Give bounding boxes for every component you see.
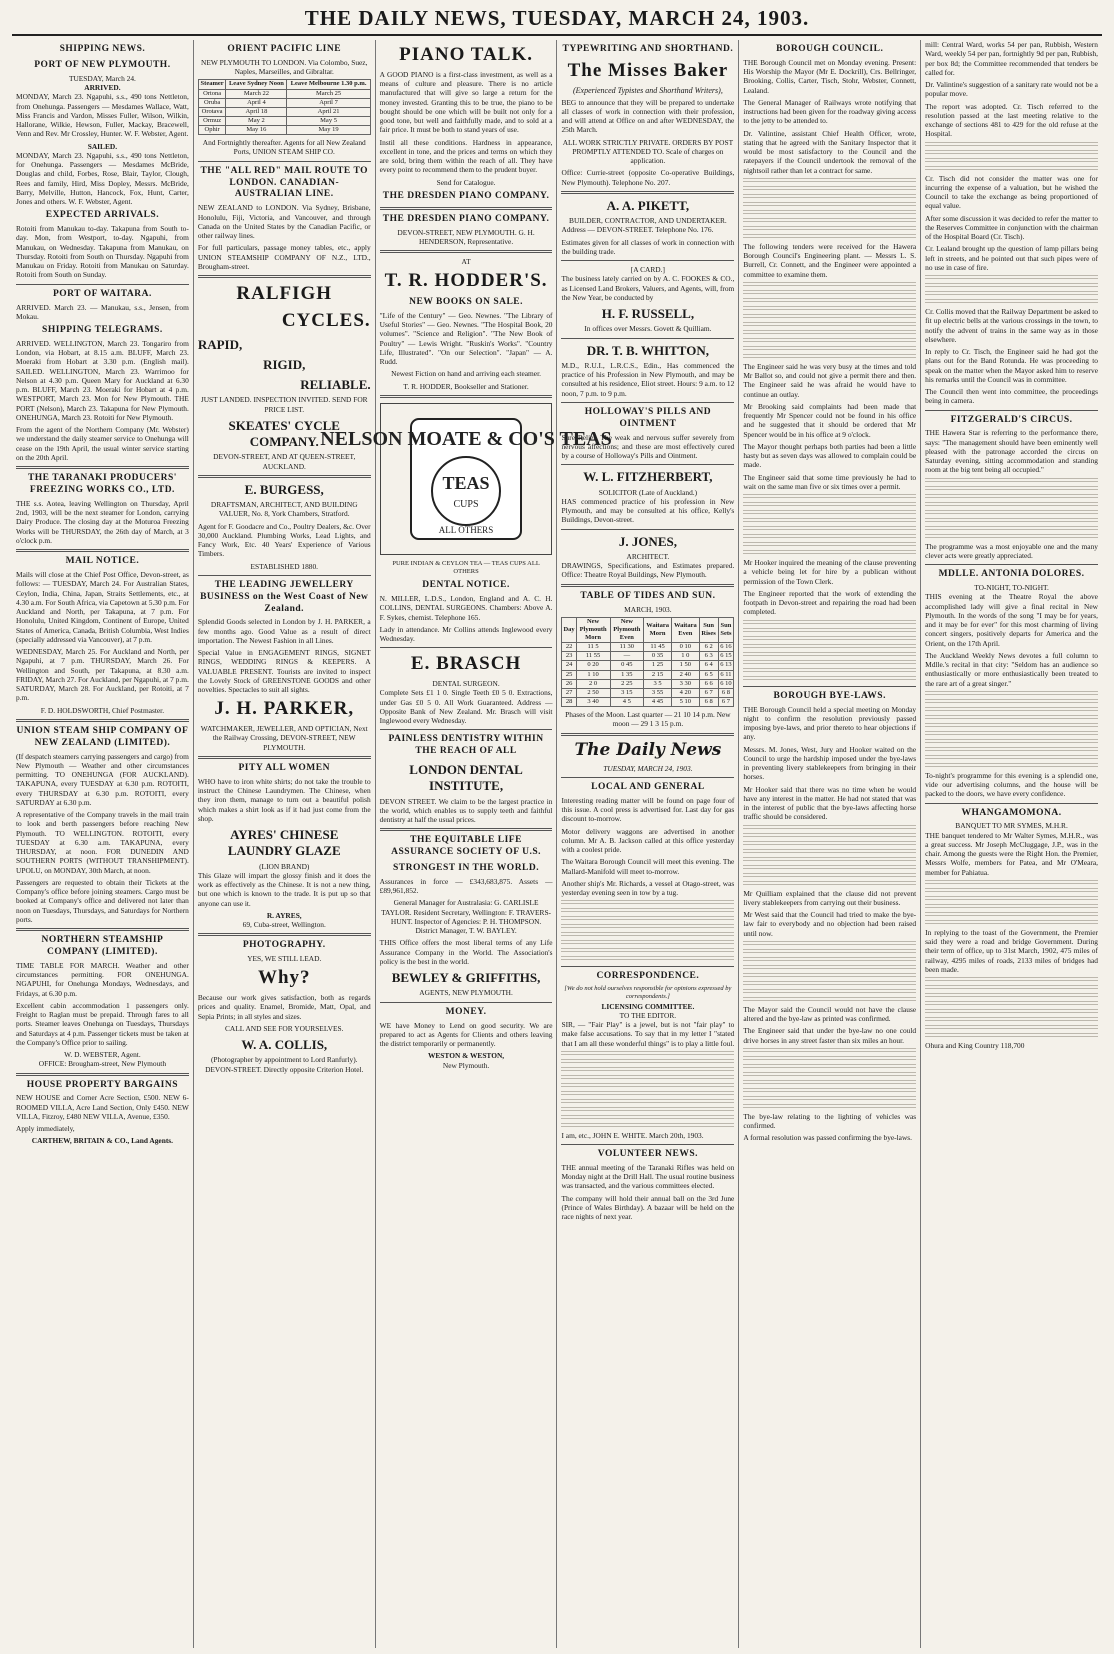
piano-text-2: Instil all these conditions. Hardness in appearance, excellent in tone, and the prices and terms on which they are sold, bring them within the reach of all. They have every point to recommend them to the prudent buyer. xyxy=(379,137,553,175)
tides-table: Day New Plymouth Morn New Plymouth Even Waitara Morn Waitara Even Sun Rises Sun Sets 22 11 5 11 30 11 45 0 10 6 2 6 16 23 11 55 — 0 35 1 0 6 3 6 15 24 0 20 0 45 1 25 1 50 6 4 6 13 25 1 10 1 35 2 15 2 40 6 5 6 11 26 2 0 2 25 3 5 3 30 6 6 6 10 27 2 50 3 15 3 55 4 20 6 7 6 8 28 3 40 4 5 4 45 5 10 6 8 6 7 xyxy=(561,617,734,707)
property-firm: CARTHEW, BRITAIN & CO., Land Agents. xyxy=(31,1136,174,1146)
union-ss-text: (If despatch steamers carrying passengers and cargo) from New Plymouth — Weather and other circumstances permitting. TO ONEHUNGA (FOR AUCKLAND). TAKAPUNA, every TUESDAY at 6.30 p.m. ROTOITI, every THURSDAY at 6.30 p.m. ROTOITI, every SATURDAY at 6.30 p.m. xyxy=(16,751,189,807)
all-red-heading: THE "ALL RED" MAIL ROUTE TO LONDON. CANADIAN-AUSTRALIAN LINE. xyxy=(200,165,369,200)
nelson-tea-advert xyxy=(320,403,612,555)
letter-sign: I am, etc., JOHN E. WHITE. March 20th, 1903. xyxy=(561,1130,704,1140)
correspondence-heading: CORRESPONDENCE. xyxy=(596,971,700,982)
mail-notice-text: Mails will close at the Chief Post Office, Devon-street, as follows: — TUESDAY, March 24. For Australian States, Ceylon, India, China, Japan, Straits Settlements, etc., at 4.30 a.m. For South Africa, via Capetown at 5.30 p.m. For Auckland and North, per Takapuna, at 7 p.m. For Honolulu, United Kingdom, Continent of Europe, United States of America, Canada, British Columbia, West Indies (specially addressed via Vancouver), at 7 p.m. xyxy=(16,570,189,644)
circus-text-1: THE Hawera Star is referring to the performance there, says: "The management should have been eminently well pleased with the patronage accorded the circus on Saturday evening, sitting accommodation and standing room at the big tent being all occupied." xyxy=(925,428,1098,475)
russell-office: In offices over Messrs. Govett & Quilliam. xyxy=(584,324,712,334)
local-text-2: Motor delivery waggons are advertised in another column. Mr A. B. Jackson called at this office yesterday with a coolest pride. xyxy=(561,826,735,855)
volunteer-heading: VOLUNTEER NEWS. xyxy=(597,1149,698,1159)
council-text-9: Mr Hooker inquired the meaning of the clause preventing a vehicle being let for hire by a publican without permission of the Town Clerk. xyxy=(743,558,917,586)
equitable-staff: General Manager for Australasia: G. CARLISLE TAYLOR. Resident Secretary, Wellington: F. TRAVERS-HUNT. Inspector of Agencies: P. H. THOMPSON. District Manager, T. W. BAYLEY. xyxy=(381,898,552,936)
dental-heading: DENTAL NOTICE. xyxy=(422,580,510,591)
baker-sub: (Experienced Typistes and Shorthand Writers), xyxy=(572,85,723,95)
books-list: "Life of the Century" — Geo. Newnes. "The Library of Useful Stories" — Geo. Newnes. "The Hospital Book, 20 volumes". "Science and Religion". "The New Book of Poultry" — Lewis Wright. "Ruskin's Works". "Country Life, Illustrated". "On our Selection". "Japan" — A. Rudd. xyxy=(379,310,553,367)
northern-notice: From the agent of the Northern Company (Mr. Webster) we understand the daily steamer service to Onehunga will cease on the 19th April, the usual winter service starting on the 20th April. xyxy=(16,425,189,462)
column-shipping xyxy=(12,40,194,1648)
postmaster-sign: F. D. HOLDSWORTH, Chief Postmaster. xyxy=(40,705,165,715)
telegrams-text: ARRIVED. WELLINGTON, March 23. Tongariro from London, via Hobart, at 8.15 a.m. BLUFF, March 23. Moeraki from Hobart at 3.30 p.m. (English mail). SAILED. WELLINGTON, March 23. Warrimoo for Nelson at 4.30 p.m. Queen Mary for Auckland at 6.30 p.m. BLUFF, March 23. Moeraki for Hobart at 4 p.m. WESTPORT, March 23. Mon for New Plymouth. THE PORT (Nelson), March 23. Takapuna for New Plymouth. ONEHUNGA, March 23. Rotoiti for New Plymouth. xyxy=(16,338,189,422)
pikett-text: Estimates given for all classes of work in connection with the building trade. xyxy=(561,237,735,256)
photo-heading: PHOTOGRAPHY. xyxy=(242,940,326,951)
money-heading: MONEY. xyxy=(445,1006,487,1017)
dateline: TUESDAY, MARCH 24, 1903. xyxy=(603,763,693,773)
council-text-6: Mr Brooking said complaints had been made that frequently Mr Spencer could not be found in his office and he suggested that it should be ordered that Mr Spencer would be in his office at 9 o'clock. xyxy=(743,401,917,439)
brasch-name: E. BRASCH xyxy=(410,653,522,675)
equitable-heading: THE EQUITABLE LIFE ASSURANCE SOCIETY OF U.S. xyxy=(391,835,541,858)
shipping-date: TUESDAY, March 24. xyxy=(68,73,136,83)
correspondence-note: [We do not hold ourselves responsible for opinions expressed by correspondents.] xyxy=(564,985,732,1001)
equitable-text: THIS Office offers the most liberal terms of any Life Assurance Company in the World. The Association's policy is the best in the world. xyxy=(379,938,553,966)
expected-heading: EXPECTED ARRIVALS. xyxy=(45,210,160,221)
council-text-7: The Mayor thought perhaps both parties had been a little hasty but as seven days was allowed to complain could be made. xyxy=(743,441,917,470)
banquet-text-2: In replying to the toast of the Government, the Premier said they were a road and bridge Government. During their term of office, up to 31st March, 1902, 475 miles of railway, 4295 miles of roads, 2133 miles of bridges had been made. xyxy=(925,927,1098,974)
holloway-heading: HOLLOWAY'S PILLS AND OINTMENT xyxy=(584,406,712,429)
photo-text: Because our work gives satisfaction, both as regards prices and quality. Enamel, Bromide, Matt, Opal, and Sepia Prints; in all styles and sizes. xyxy=(197,993,371,1021)
dresden-address: DEVON-STREET, NEW PLYMOUTH. G. H. HENDERSON, Representative. xyxy=(397,227,535,246)
jewellery-text: Splendid Goods selected in London by J. H. PARKER, a few months ago. Good Value as a result of direct importation. The Newest Fashion in all Lines. xyxy=(197,617,371,645)
northern-ss-text-2: Excellent cabin accommodation 1 passengers only. Freight to Raglan must be prepaid. Through fares to all ports. Steamer leaves Onehunga on Tuesdays, Thursdays and Saturdays at 4 p.m. Passenger tickets must be taken at the Company's Office prior to sailing. xyxy=(16,1000,189,1047)
byelaws-heading: BOROUGH BYE-LAWS. xyxy=(773,690,886,701)
council-text-5: The Engineer said he was very busy at the times and told Mr Ballot so, and could not give a permit there and then. The Engineer said he was afraid he would have to continue an outlay. xyxy=(743,361,917,399)
banquet-text-1: THE banquet tendered to Mr Walter Symes, M.H.R., was a great success. Mr Joseph McCluggage, J.P., was in the chair. Among the guests were the Right Hon. the Premier, Messrs Wolfe, members for Patea, and Mr O'Meara, member for Pahiatua. xyxy=(925,830,1098,877)
collis-name: W. A. COLLIS, xyxy=(241,1037,328,1053)
freezing-heading: THE TARANAKI PRODUCERS' FREEZING WORKS CO., LTD. xyxy=(27,473,177,495)
bewley-name: BEWLEY & GRIFFITHS, xyxy=(391,970,541,986)
rapid: RAPID, xyxy=(197,336,243,352)
dental-text: N. MILLER, L.D.S., London, England and A. C. H. COLLINS, DENTAL SURGEONS. Chambers: Above A. F. Sykes, chemist. Telephone 165. xyxy=(379,594,553,622)
licensing-heading: LICENSING COMMITTEE. xyxy=(601,1001,695,1011)
column-adverts-1 xyxy=(194,40,376,1648)
union-ss-text-2: A representative of the Company travels in the mail train to look and berth passengers before reaching New Plymouth. TO WELLINGTON. ROTOITI, every TUESDAY at 6.30 a.m. TAKAPUNA, every THURSDAY, at noon. FOR DUNEDIN AND SOUTHERN PORTS (WITHOUT TRANSHIPMENT). UPOLU, on MONDAY, 30th March, at noon. xyxy=(16,810,189,875)
shipping-heading: SHIPPING NEWS. xyxy=(59,44,146,54)
hodder-sign: T. R. HODDER, Bookseller and Stationer. xyxy=(403,381,529,391)
sailed-label: SAILED. xyxy=(87,141,118,151)
lion-brand: (LION BRAND) xyxy=(259,861,310,871)
svg-text:CUPS: CUPS xyxy=(453,498,479,510)
council-cont-5: After some discussion it was decided to refer the matter to the Reserves Committee in conjunction with the chairman of the Hospital Board (Cr. Tisch). xyxy=(925,213,1098,241)
arrived-text: MONDAY, March 23. Ngapuhi, s.s., 490 tons Nettleton, from Onehunga. Passengers — Mesdames Wallace, Watt, Miss Francis and Vardon, Misses Fuller, Wilson, Wilkin, Hallorane, Wilkie, Hewson, Fuller, Mackay, Bracewell, Venn and Rev. Mr Crossley, Hunter. W. F. Webster, Agent. xyxy=(16,92,189,139)
fitzherbert-sub: SOLICITOR (Late of Auckland.) xyxy=(598,487,698,497)
burgess-text: Agent for F. Goodacre and Co., Poultry Dealers, &c. Over 30,000 Auckland. Plumbing Works, Lead Lights, and Fancy Work, Etc. 40 Years' Experience of Various Timbers. xyxy=(197,521,371,559)
pikett-address: Address — DEVON-STREET. Telephone No. 176. xyxy=(561,225,714,235)
pikett-name: A. A. PIKETT, xyxy=(606,197,690,213)
byelaws-text-7: The Engineer said that under the bye-law no one could drive horses in any street faster than six miles an hour. xyxy=(743,1026,917,1045)
tides-heading: TABLE OF TIDES AND SUN. xyxy=(580,590,716,601)
waitara-text: ARRIVED. March 23. — Manukau, s.s., Jensen, from Mokau. xyxy=(16,302,189,321)
union-ss-heading: UNION STEAM SHIP COMPANY OF NEW ZEALAND (LIMITED). xyxy=(16,725,189,748)
dolores-text-3: To-night's programme for this evening is a splendid one, vide our advertising columns, and the house will be packed to the doors, we have every confidence. xyxy=(925,770,1098,799)
ayres-text: This Glaze will impart the glossy finish and it does the work as effectively as the Chinese. It is not a new thing, but one which is known to the trade. It is put up so that anyone can use it. xyxy=(197,870,371,908)
parker-name: J. H. PARKER, xyxy=(214,698,355,720)
banquet-text-3: Ohura and King Country 118,700 xyxy=(925,1041,1025,1051)
fitzherbert-text: HAS commenced practice of his profession in New Plymouth, and may be consulted at his office, Kelly's Buildings, Devon-street. xyxy=(561,496,735,525)
waitara-heading: PORT OF WAITARA. xyxy=(52,288,152,299)
byelaws-text-1: THE Borough Council held a special meeting on Monday night to confirm the resolution previously passed imposing bye-laws, and prior thereto to hear objections if any. xyxy=(743,704,917,742)
circus-text-2: The programme was a most enjoyable one and the many clever acts were greatly appreciated. xyxy=(925,541,1098,560)
local-text-3: The Waitara Borough Council will meet this evening. The Mallard-Manifold will meet to-morrow. xyxy=(561,857,735,876)
skeates-title: SKEATES' CYCLE COMPANY. xyxy=(228,417,340,449)
council-cont-2: Dr. Valintine's suggestion of a sanitary rate would not be a popular move. xyxy=(925,80,1098,99)
council-cont-7: Cr. Collis moved that the Railway Department be asked to fit up electric bells at the various crossings in the town, to notify the advent of trains in the same way as in those elsewhere. xyxy=(925,307,1098,344)
dolores-text-2: The Auckland Weekly News devotes a full column to Mdlle.'s recital in that city: "Seldom has an audience so enthusiastically or more enthusiastically been treated to the rare art of a great singer." xyxy=(925,650,1098,688)
piano-catalogue: Send for Catalogue. xyxy=(436,177,496,187)
column-notices xyxy=(557,40,739,1648)
established: ESTABLISHED 1880. xyxy=(250,561,319,571)
ralfigh-title: RALFIGH xyxy=(236,283,333,304)
all-red-text: NEW ZEALAND to LONDON. Via Sydney, Brisbane, Honolulu, Fiji, Victoria, and Vancouver, and through Canada on the United States by the Canadian Pacific, or other railway lines. xyxy=(197,203,371,240)
moon-phases: Phases of the Moon. Last quarter — 21 10 14 p.m. New moon — 29 1 3 15 p.m. xyxy=(565,710,731,729)
new-books: NEW BOOKS ON SALE. xyxy=(409,297,524,307)
svg-text:TEAS: TEAS xyxy=(442,472,490,493)
byelaws-text-2: Messrs. M. Jones, West, Jury and Hooker waited on the Council to urge the hardship imposed under the bye-laws in preventing livery stablekeepers from bringing in their horses. xyxy=(743,744,917,782)
property-apply: Apply immediately, xyxy=(16,1124,75,1134)
photo-call: CALL AND SEE FOR YOURSELVES. xyxy=(225,1023,344,1033)
circus-heading: FITZGERALD'S CIRCUS. xyxy=(950,414,1073,425)
tonight: TO-NIGHT, TO-NIGHT. xyxy=(974,583,1049,592)
jones-sub: ARCHITECT. xyxy=(626,551,670,561)
property-heading: HOUSE PROPERTY BARGAINS xyxy=(26,1079,179,1090)
column-news xyxy=(921,40,1102,1648)
council-cont-1: mill: Central Ward, works 54 per pan, Rubbish, Western Ward, weekly 54 per pan, fortnightly 9d per pan, Rubbish, per box 8d; the Committee recommended that tenders be called for. xyxy=(925,40,1098,77)
to-editor: TO THE EDITOR. xyxy=(619,1010,677,1020)
skeates-info: JUST LANDED. INSPECTION INVITED. SEND FOR PRICE LIST. xyxy=(200,395,368,414)
byelaws-text-4: Mr Quilliam explained that the clause did not prevent livery stablekeepers from carrying out their business. xyxy=(743,888,917,907)
collis-address: (Photographer by appointment to Lord Ranfurly). DEVON-STREET. Directly opposite Criterion Hotel. xyxy=(205,1055,364,1074)
money-text: WE have Money to Lend on good security. We are prepared to act as Agents for Clients and others leaving the district temporarily or permanently. xyxy=(379,1020,553,1048)
baker-private: ALL WORK STRICTLY PRIVATE. ORDERS BY POST PROMPTLY ATTENDED TO. Scale of charges on application. xyxy=(562,137,734,166)
council-cont-8: In reply to Cr. Tisch, the Engineer said he had got the plans out for the Band Rotunda. He was proceeding to speak on the matter when the Mayor asked him to reserve his remarks until the Council was in committee. xyxy=(925,347,1098,384)
local-general-heading: LOCAL AND GENERAL xyxy=(591,782,705,792)
orient-heading: ORIENT PACIFIC LINE xyxy=(227,44,342,54)
masthead-title: THE DAILY NEWS, TUESDAY, MARCH 24, 1903. xyxy=(304,6,810,30)
column-council xyxy=(739,40,921,1648)
burgess-name: E. BURGESS, xyxy=(244,481,324,497)
jones-name: J. JONES, xyxy=(618,533,677,549)
ayres-title: AYRES' CHINESE LAUNDRY GLAZE xyxy=(227,827,341,859)
burgess-title: DRAFTSMAN, ARCHITECT, AND BUILDING VALUER, No. 8, York Chambers, Stratford. xyxy=(210,500,358,519)
council-text-4: The following tenders were received for the Hawera Borough Council's Engineering plant. — Messrs L. S. Burrell, Cr. Connett, and the Engineer were appointed a committee to examine them. xyxy=(743,241,917,279)
misses-baker: The Misses Baker xyxy=(567,59,729,81)
council-text-10: The Engineer reported that the work of extending the footpath in Devon-street and repairing the road had been completed. xyxy=(743,588,917,617)
cycles-title: CYCLES. xyxy=(281,309,371,331)
union-ss-text-3: Passengers are requested to obtain their Tickets at the Company's office before joining steamers. Cargo must be booked at Company's office and delivered not later than noon on Tuesdays, Thursdays, and Saturdays for Northern ports. xyxy=(16,877,189,924)
mail-notice-heading: MAIL NOTICE. xyxy=(65,556,140,567)
jewellery-text-2: Special Value in ENGAGEMENT RINGS, SIGNET RINGS, WEDDING RINGS & KEEPERS. A VALUABLE PRESENT. Tourists are invited to inspect the Lovely Stock of GREENSTONE GOODS and other novelties. Spectacles to suit all sights. xyxy=(197,648,371,695)
byelaws-text-8: The bye-law relating to the lighting of vehicles was confirmed. xyxy=(743,1111,917,1130)
brasch-sub: DENTAL SURGEON. xyxy=(432,679,500,688)
reliable: RELIABLE. xyxy=(300,377,371,392)
council-cont-6: Cr. Lealand brought up the question of lamp pillars being left in streets, and he pointed out that such pipes were of no use in case of fire. xyxy=(925,244,1098,272)
london-text: DEVON STREET. We claim to be the largest practice in the world, which enables us to supply teeth and faithful dentistry at half the usual prices. xyxy=(379,796,553,824)
pity-text: WHO have to iron white shirts; do not take the trouble to instruct the Chinese Laundrymen. The Chinese, when they iron them, manage to turn out a beautiful polish which makes a shirt look as if it had just come from the shop. xyxy=(197,776,371,823)
whitton-name: DR. T. B. WHITTON, xyxy=(586,342,709,358)
ayres-name: R. AYRES, xyxy=(266,910,302,920)
property-text: NEW HOUSE and Corner Acre Section, £500. NEW 6-ROOMED VILLA, Acre Land Section, Only £450. NEW VILLA, Fitzroy, £480 NEW VILLA, Avenue, £350. xyxy=(16,1093,189,1121)
byelaws-text-3: Mr Hooker said that there was no time when he would have any interest in the matter. He had not stated that was in the interest of public that the bye-laws affecting horse traffic should be considered. xyxy=(743,784,917,822)
port-heading: PORT OF NEW PLYMOUTH. xyxy=(34,59,171,70)
bewley-agents: AGENTS, NEW PLYMOUTH. xyxy=(419,988,513,998)
tides-month: MARCH, 1903. xyxy=(624,604,672,614)
orient-route: NEW PLYMOUTH TO LONDON. Via Colombo, Suez, Naples, Marseilles, and Gibraltar. xyxy=(201,57,368,77)
daily-news-logo: The Daily News xyxy=(574,739,722,760)
local-text-4: Another ship's Mr. Richards, a vessel at Otago-street, was yesterday evening seen in tow by a tug. xyxy=(561,878,735,898)
northern-ss-text: TIME TABLE FOR MARCH. Weather and other circumstances permitting. FOR ONEHUNGA. NGAPUHI, for Onehunga Mondays, Wednesdays, and Fridays, at 6.30 p.m. xyxy=(16,960,189,998)
volunteer-text: THE annual meeting of the Taranaki Rifles was held on Monday night at the Drill Hall. The usual routine business was transacted, and the various committees elected. xyxy=(561,1162,735,1191)
northern-ss-heading: NORTHERN STEAMSHIP COMPANY (LIMITED). xyxy=(41,935,164,957)
council-cont-4: Cr. Tisch did not consider the matter was one for incurring the expense of a valuation, but he wished the Council to take the exchange as being proportioned of equal value. xyxy=(925,173,1098,211)
council-text-3: Dr. Valintine, assistant Chief Health Officer, wrote, stating that he agreed with the Sanitary Inspector that it would be most satisfactory to the Council and the ratepayers if the Council undertook the removal of the nightsoil rather than let a contract for same. xyxy=(743,128,917,175)
whangamomona-heading: WHANGAMOMONA. xyxy=(961,807,1062,818)
byelaws-text-5: Mr West said that the Council had tried to make the bye-law fair to everybody and no objection had been raised until now. xyxy=(743,910,917,938)
council-cont-9: The Council then went into committee, the proceedings being in camera. xyxy=(925,387,1098,406)
dental-text-2: Lady in attendance. Mr Collins attends Inglewood every Wednesday. xyxy=(379,624,553,643)
northern-office: OFFICE: Brougham-street, New Plymouth xyxy=(38,1059,167,1069)
baker-office: Office: Currie-street (opposite Co-operative Buildings, New Plymouth). Telephone No. 207. xyxy=(561,168,735,187)
telegrams-heading: SHIPPING TELEGRAMS. xyxy=(42,325,163,335)
typewriting-heading: TYPEWRITING AND SHORTHAND. xyxy=(562,44,734,54)
rigid: RIGID, xyxy=(263,356,306,372)
parker-address: WATCHMAKER, JEWELLER, AND OPTICIAN, Next the Railway Crossing, DEVON-STREET, NEW PLYMOUTH. xyxy=(200,724,368,752)
jewellery-heading: THE LEADING JEWELLERY BUSINESS on the West Coast of New Zealand. xyxy=(200,579,369,614)
orient-agents: And Fortnightly thereafter. Agents for all New Zealand Ports, UNION STEAM SHIP CO. xyxy=(202,138,366,157)
dresden-heading: THE DRESDEN PIANO COMPANY. xyxy=(382,190,550,201)
masthead xyxy=(12,0,1102,36)
fitzherbert-name: W. L. FITZHERBERT, xyxy=(583,469,713,485)
holloway-text: Sure Relief. The weak and nervous suffer severely from nervous affections; and these are most effectively cured by a course of Holloway's Pills and Ointment. xyxy=(561,432,735,461)
tea-label: PURE INDIAN & CEYLON TEA — TEAS CUPS ALL OTHERS xyxy=(392,559,540,575)
piano-title: PIANO TALK. xyxy=(399,44,533,65)
hodder-title: T. R. HODDER'S. xyxy=(384,270,548,292)
mail-notice-text-2: WEDNESDAY, March 25. For Auckland and North, per Ngapuhi, at 7 p.m. THURSDAY, March 26. For Wellington and South, per Takapuna, at 8.30 a.m. FRIDAY, March 27. For Auckland, per Ngapuhi, at 7 p.m. SATURDAY, March 28. For Auckland, per Rotoiti, at 7 p.m. xyxy=(16,647,189,703)
byelaws-text-6: The Mayor said the Council would not have the clause altered and the bye-law as printed was confirmed. xyxy=(743,1004,917,1023)
arrived-label: ARRIVED. xyxy=(84,83,121,92)
photo-lead: YES, WE STILL LEAD. xyxy=(247,954,322,964)
letter-text: SIR, — "Fair Play" is a jewel, but is not "fair play" to make false accusations. To say that in my letter I "stated that I am all these wonderful things" is to play a little foul. xyxy=(561,1020,735,1048)
baker-text: BEG to announce that they will be prepared to undertake all classes of work in connection with their profession, and will attend at Office on and after WEDNESDAY, the 25th March. xyxy=(561,97,735,135)
dresden-heading-2: THE DRESDEN PIANO COMPANY. xyxy=(382,213,550,224)
strongest: STRONGEST IN THE WORLD. xyxy=(393,863,540,873)
jones-text: DRAWINGS, Specifications, and Estimates prepared. Office: Theatre Royal Buildings, New Plymouth. xyxy=(561,561,735,580)
dolores-text-1: THIS evening at the Theatre Royal the above accomplished lady will give a final recital in New Plymouth. In the words of the song "I may be for years, and it may be for ever" for this most charming of living concert singers, positively departs for America and the Orient, on the 17th April. xyxy=(925,592,1098,648)
books-fiction: Newest Fiction on hand and arriving each steamer. xyxy=(391,369,541,379)
banquet-sub: BANQUET TO MR SYMES, M.H.R. xyxy=(955,821,1068,831)
svg-text:ALL OTHERS: ALL OTHERS xyxy=(438,524,494,535)
dolores-heading: MDLLE. ANTONIA DOLORES. xyxy=(938,569,1085,580)
card-text: The business lately carried on by A. C. FOOKES & CO., as Licensed Land Brokers, Valuers, and Agents, will, from the New Year, be conducted by xyxy=(561,274,735,302)
local-text-1: Interesting reading matter will be found on page four of this issue. A cool press is advertised for. Last day for gas discount to-morrow. xyxy=(561,795,735,824)
council-text-8: The Engineer said that some time previously he had to wait on the same man five or six times over a permit. xyxy=(743,472,917,491)
expected-text: Rotoiti from Manukau to-day. Takapuna from South to-day. Mon, from Westport, to-day. Ngapuhi, from Manukau, on Wednesday. Takapuna from Manukau, on Thursday. Rotoiti from South on Thursday. Ngapuhi from Manukau on Friday. Rotoiti from Manukau on Saturday. Rotoiti from South on Sunday. xyxy=(16,224,189,280)
pity-heading: PITY ALL WOMEN xyxy=(238,762,330,773)
freezing-text: THE s.s. Aotea, leaving Wellington on Thursday, April 2nd, 1903, will be the next steamer for London, carrying Dairy Produce. The closing day at the Moturoa Freezing Works will be THURSDAY, the 26th day of March, at 3 o'clock p.m. xyxy=(16,498,189,545)
weston-place: New Plymouth. xyxy=(442,1060,490,1070)
whitton-text: M.D., R.U.I., L.R.C.S., Edin., Has commenced the practice of his Profession in New Plymouth, and may be consulted at his residence, Eliot street. Hours: 9 a.m. to 12 noon, 7 p.m. to 9 p.m. xyxy=(561,360,735,398)
card-label: [A CARD.] xyxy=(630,265,665,275)
ayres-address: 69, Cuba-street, Wellington. xyxy=(242,920,326,929)
northern-agent: W. D. WEBSTER, Agent. xyxy=(64,1050,141,1059)
column-grid xyxy=(12,40,1102,1648)
pikett-sub: BUILDER, CONTRACTOR, AND UNDERTAKER. xyxy=(569,216,727,226)
weston-name: WESTON & WESTON, xyxy=(427,1051,505,1061)
nelson-tea-illustration xyxy=(320,409,612,549)
painless-heading: PAINLESS DENTISTRY WITHIN THE REACH OF ALL xyxy=(388,734,544,757)
council-text-2: The General Manager of Railways wrote notifying that instructions had been given for the roadway giving access to the jetty to be attended to. xyxy=(743,97,917,126)
council-cont-3: The report was adopted. Cr. Tisch referred to the resolution passed at the last meeting relative to the exchange of sections 481 to 429 for the old refuse at the Hospital. xyxy=(925,101,1098,139)
all-red-apply: For full particulars, passage money tables, etc., apply UNION STEAMSHIP COMPANY OF N.Z., LTD., Brougham-street. xyxy=(197,243,371,271)
svg-text:NELSON MOATE & CO'S TEAS: NELSON MOATE & CO'S TEAS xyxy=(320,427,612,450)
equitable-figures: Assurances in force — £343,683,875. Assets — £89,961,852. xyxy=(379,876,553,896)
volunteer-text-2: The company will hold their annual ball on the 3rd June (Prince of Wales Birthday). A bazaar will be held on the race nights of next year. xyxy=(561,1193,735,1222)
london-dental: LONDON DENTAL INSTITUTE, xyxy=(409,762,523,794)
orient-schedule: Steamer Leave Sydney Noon Leave Melbourne 1.30 p.m. Ortona March 22 March 25 Oruba April 4 April 7 Orotava April 18 April 21 Ormuz May 2 May 5 Ophir May 16 May 19 xyxy=(198,79,371,135)
piano-text: A GOOD PIANO is a first-class investment, as well as a means of culture and pleasure. There is no article manufactured that will give so large a return for the money invested. Granting this to be true, the piano to be bought should be one which will be built not only for a good tone, but well and faithfully made, and to sold at a fair price. It must be both to stand years of use. xyxy=(379,69,553,135)
byelaws-text-9: A formal resolution was passed confirming the bye-laws. xyxy=(743,1133,913,1143)
skeates-address: DEVON-STREET, AND AT QUEEN-STREET, AUCKLAND. xyxy=(213,452,356,471)
sailed-text: MONDAY, March 23. Ngapuhi, s.s., 490 tons Nettleton, for Onehunga. Passengers — Mesdames McBride, Douglas and child, Forbes, Rose, Blair, Taylor, Clough, Rees and family, Hird, Miss Dopley, Messrs. McBride, Barry, Melville, Hutton, Hancock, Fox, Hunt, Carter, Jones and others. W. F. Webster, Agent. xyxy=(16,150,189,206)
russell-name: H. F. RUSSELL, xyxy=(601,306,695,322)
brasch-text: Complete Sets £1 1 0. Single Teeth £0 5 0. Extractions, under Gas £0 5 0. All Work Guaranteed. Address — Opposite Bank of New Zealand. Mr. Brasch will visit Inglewood every Wednesday. xyxy=(379,688,553,725)
council-heading: BOROUGH COUNCIL. xyxy=(776,44,884,54)
at-label: AT xyxy=(461,257,471,266)
photo-why: Why? xyxy=(257,967,311,989)
council-text-1: THE Borough Council met on Monday evening. Present: His Worship the Mayor (Mr E. Dockrill), Crs. Bellringer, Brooking, Collis, Carter, Tisch, Stohr, Webster, Connett, Lealand. xyxy=(743,57,917,95)
